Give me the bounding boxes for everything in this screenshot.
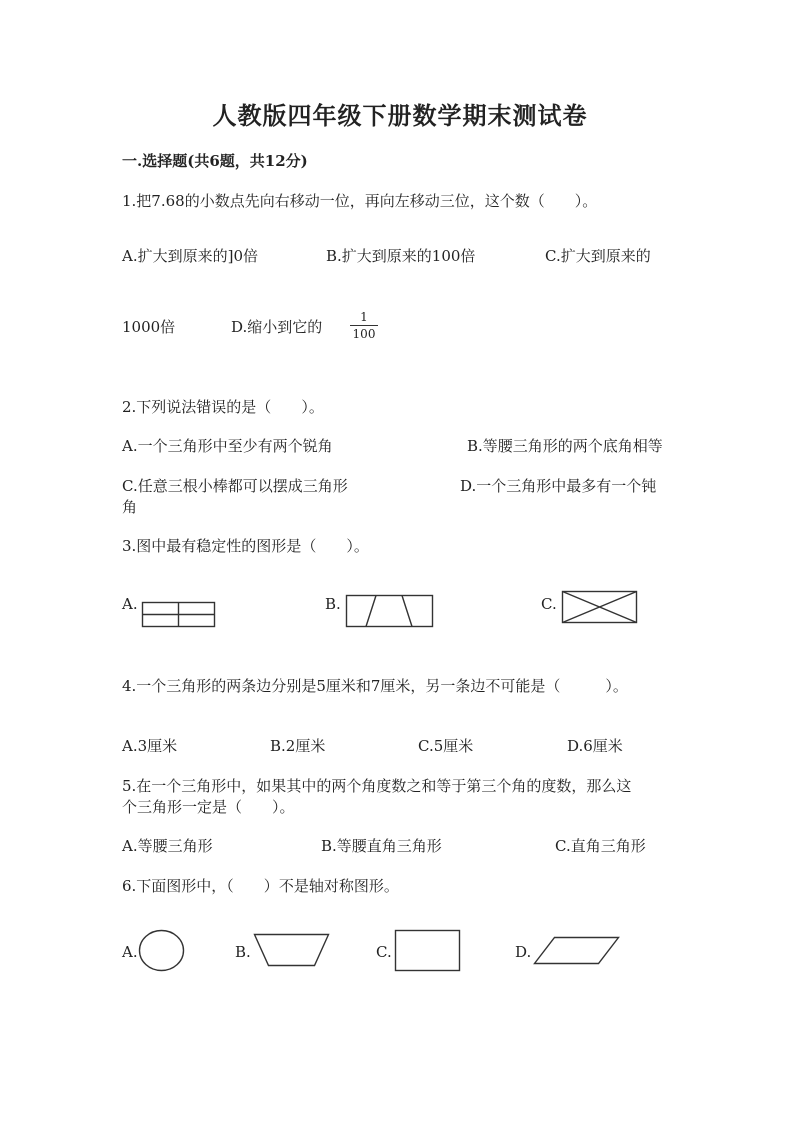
question-6-stem: 6.下面图形中，（ ）不是轴对称图形。 <box>122 877 399 895</box>
question-2-option-a: A.一个三角形中至少有两个锐角 <box>122 437 333 455</box>
rectangle-with-diagonals-figure <box>562 591 638 625</box>
question-1-option-d: D.缩小到它的 <box>231 318 323 336</box>
parallelogram-figure <box>534 937 620 965</box>
question-5-option-b: B.等腰直角三角形 <box>321 837 442 855</box>
rectangle-figure <box>395 930 461 972</box>
question-3-option-c: C. <box>541 595 557 613</box>
fraction-numerator: 1 <box>360 310 368 324</box>
question-6-option-a: A. <box>122 943 138 961</box>
question-6-option-b: B. <box>235 943 251 961</box>
question-2-option-c: C.任意三根小棒都可以摆成三角形 <box>122 477 348 495</box>
question-5-stem: 5.在一个三角形中，如果其中的两个角度数之和等于第三个角的度数，那么这 <box>122 777 632 795</box>
question-2-stem: 2.下列说法错误的是（ ）。 <box>122 398 324 416</box>
question-3-option-b: B. <box>325 595 341 613</box>
circle-figure <box>139 930 185 972</box>
question-1-option-c-continued: 1000倍 <box>122 318 176 336</box>
question-1-option-a: A.扩大到原来的]0倍 <box>122 247 258 265</box>
question-3-stem: 3.图中最有稳定性的图形是（ ）。 <box>122 537 369 555</box>
question-1-option-b: B.扩大到原来的100倍 <box>326 247 476 265</box>
question-6-option-d: D. <box>515 943 532 961</box>
question-5-stem-continued: 个三角形一定是（ ）。 <box>122 798 295 816</box>
question-4-option-b: B.2厘米 <box>270 737 326 755</box>
question-6-option-c: C. <box>376 943 392 961</box>
question-4-option-d: D.6厘米 <box>567 737 623 755</box>
question-5-option-a: A.等腰三角形 <box>122 837 213 855</box>
section-heading: 一.选择题(共6题，共12分) <box>122 152 308 170</box>
question-5-option-c: C.直角三角形 <box>555 837 646 855</box>
fraction-one-hundredth <box>350 310 378 341</box>
question-2-option-d-continued: 角 <box>122 498 138 516</box>
page-title: 人教版四年级下册数学期末测试卷 <box>212 101 588 130</box>
question-3-option-a: A. <box>122 595 138 613</box>
question-2-option-b: B.等腰三角形的两个底角相等 <box>467 437 663 455</box>
rectangle-grid-figure <box>142 602 216 628</box>
question-2-option-d: D.一个三角形中最多有一个钝 <box>460 477 657 495</box>
fraction-bar <box>350 325 378 326</box>
question-4-stem: 4.一个三角形的两条边分别是5厘米和7厘米，另一条边不可能是（ ）。 <box>122 677 628 695</box>
question-1-option-c: C.扩大到原来的 <box>545 247 651 265</box>
question-1-stem: 1.把7.68的小数点先向右移动一位，再向左移动三位，这个数（ ）。 <box>122 192 598 210</box>
trapezoid-figure <box>254 934 330 968</box>
rectangle-with-trapezoid-lines-figure <box>346 595 434 629</box>
question-4-option-a: A.3厘米 <box>122 737 178 755</box>
fraction-denominator: 100 <box>352 327 376 341</box>
question-4-option-c: C.5厘米 <box>418 737 474 755</box>
